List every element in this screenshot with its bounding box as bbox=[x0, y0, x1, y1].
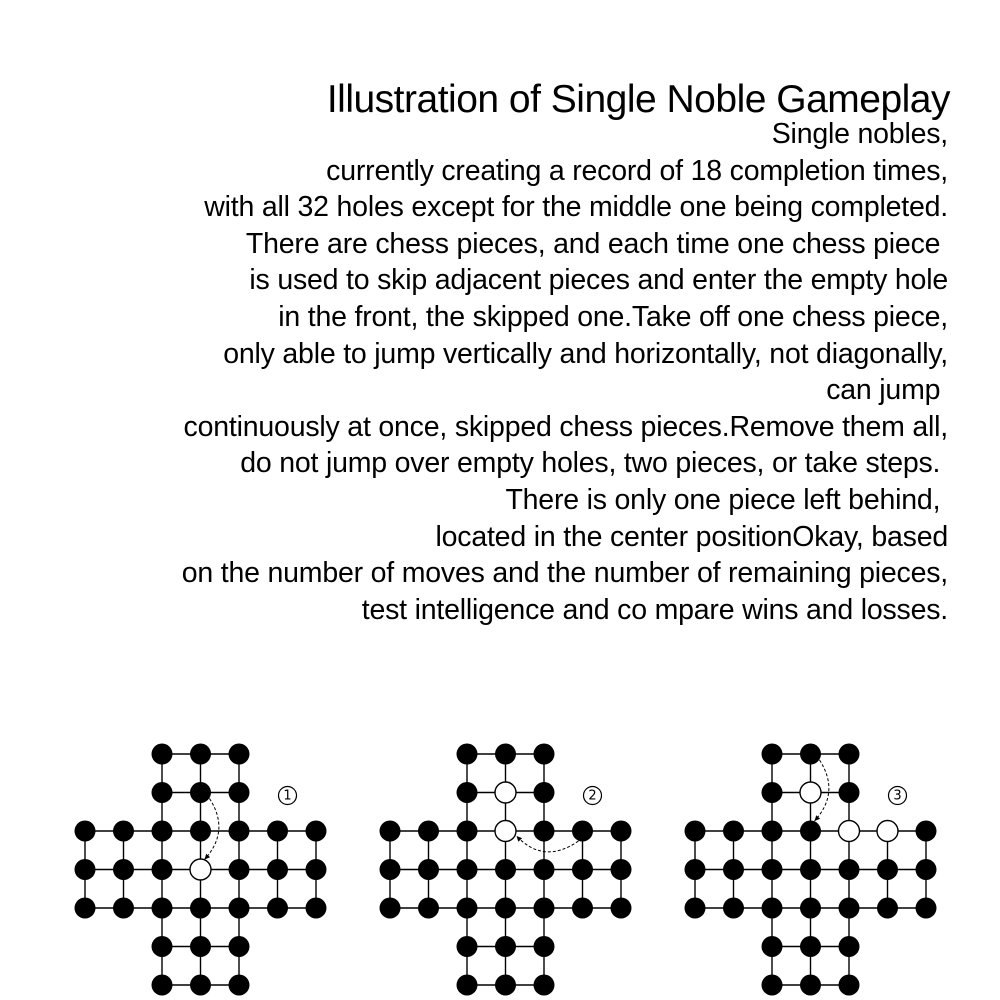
peg bbox=[611, 898, 632, 919]
peg bbox=[685, 821, 706, 842]
description-line: located in the center positionOkay, based bbox=[435, 520, 948, 553]
peg bbox=[916, 821, 937, 842]
peg bbox=[75, 898, 96, 919]
peg bbox=[495, 859, 516, 880]
peg bbox=[152, 975, 173, 996]
peg bbox=[839, 859, 860, 880]
peg bbox=[762, 975, 783, 996]
peg bbox=[267, 859, 288, 880]
peg bbox=[229, 821, 250, 842]
peg bbox=[534, 744, 555, 765]
page-title: Illustration of Single Noble Gameplay bbox=[326, 78, 950, 121]
peg bbox=[572, 898, 593, 919]
empty-hole bbox=[495, 782, 516, 803]
peg bbox=[534, 936, 555, 957]
peg bbox=[762, 744, 783, 765]
peg bbox=[229, 936, 250, 957]
peg bbox=[306, 821, 327, 842]
peg bbox=[723, 859, 744, 880]
peg bbox=[229, 744, 250, 765]
peg bbox=[418, 898, 439, 919]
peg bbox=[229, 782, 250, 803]
peg bbox=[152, 782, 173, 803]
description-line: There are chess pieces, and each time one chess piece bbox=[245, 227, 948, 260]
step-number: 3 bbox=[893, 788, 902, 804]
peg bbox=[190, 744, 211, 765]
peg bbox=[457, 936, 478, 957]
peg bbox=[685, 898, 706, 919]
peg bbox=[762, 821, 783, 842]
description-line: can jump bbox=[826, 374, 948, 407]
arrow-head-icon bbox=[205, 854, 211, 860]
peg bbox=[457, 821, 478, 842]
peg bbox=[152, 898, 173, 919]
peg bbox=[306, 898, 327, 919]
description-line: is used to skip adjacent pieces and enter the empty hole bbox=[249, 264, 948, 297]
peg bbox=[418, 821, 439, 842]
peg bbox=[495, 975, 516, 996]
empty-hole bbox=[877, 821, 898, 842]
peg bbox=[152, 821, 173, 842]
peg bbox=[762, 859, 783, 880]
peg bbox=[762, 782, 783, 803]
peg bbox=[457, 898, 478, 919]
peg bbox=[152, 744, 173, 765]
peg bbox=[877, 898, 898, 919]
description-line: do not jump over empty holes, two pieces, or take steps. bbox=[240, 447, 948, 480]
description-line: There is only one piece left behind, bbox=[505, 483, 948, 516]
peg bbox=[723, 821, 744, 842]
empty-hole bbox=[190, 859, 211, 880]
peg bbox=[800, 975, 821, 996]
peg bbox=[534, 821, 555, 842]
peg bbox=[839, 744, 860, 765]
peg bbox=[839, 898, 860, 919]
peg bbox=[839, 936, 860, 957]
description-line: only able to jump vertically and horizontally, not diagonally, bbox=[223, 337, 948, 370]
peg bbox=[380, 821, 401, 842]
peg bbox=[113, 821, 134, 842]
peg bbox=[534, 975, 555, 996]
peg bbox=[611, 821, 632, 842]
peg bbox=[75, 821, 96, 842]
description-line: Single nobles, bbox=[771, 118, 948, 150]
peg bbox=[229, 859, 250, 880]
peg bbox=[495, 936, 516, 957]
peg bbox=[685, 859, 706, 880]
description-line: with all 32 holes except for the middle one being completed. bbox=[204, 191, 948, 224]
peg bbox=[800, 898, 821, 919]
peg bbox=[877, 859, 898, 880]
peg bbox=[534, 898, 555, 919]
description-line: in the front, the skipped one.Take off one chess piece, bbox=[278, 300, 948, 333]
step-number: 1 bbox=[283, 788, 292, 804]
peg bbox=[611, 859, 632, 880]
peg bbox=[113, 898, 134, 919]
empty-hole bbox=[495, 821, 516, 842]
peg bbox=[839, 975, 860, 996]
peg bbox=[306, 859, 327, 880]
peg bbox=[839, 782, 860, 803]
peg bbox=[190, 782, 211, 803]
peg bbox=[916, 898, 937, 919]
peg bbox=[457, 782, 478, 803]
arrow-head-icon bbox=[815, 815, 821, 821]
peg bbox=[190, 821, 211, 842]
peg bbox=[229, 975, 250, 996]
peg bbox=[457, 975, 478, 996]
peg bbox=[152, 859, 173, 880]
peg bbox=[572, 859, 593, 880]
description-line: test intelligence and co mpare wins and losses. bbox=[361, 593, 948, 626]
peg bbox=[762, 898, 783, 919]
peg bbox=[534, 782, 555, 803]
peg bbox=[190, 975, 211, 996]
peg bbox=[380, 898, 401, 919]
peg bbox=[800, 859, 821, 880]
peg bbox=[572, 821, 593, 842]
peg bbox=[457, 859, 478, 880]
peg bbox=[534, 859, 555, 880]
peg bbox=[800, 936, 821, 957]
board-3 bbox=[685, 740, 945, 1000]
peg bbox=[113, 859, 134, 880]
description-text bbox=[182, 116, 948, 628]
peg bbox=[762, 936, 783, 957]
peg bbox=[152, 936, 173, 957]
empty-hole bbox=[839, 821, 860, 842]
peg bbox=[229, 898, 250, 919]
board-2 bbox=[380, 740, 640, 1000]
peg bbox=[380, 859, 401, 880]
peg bbox=[190, 936, 211, 957]
peg bbox=[495, 898, 516, 919]
description-line: on the number of moves and the number of remaining pieces, bbox=[181, 557, 948, 590]
empty-hole bbox=[800, 782, 821, 803]
board-1 bbox=[75, 740, 335, 1000]
peg bbox=[418, 859, 439, 880]
peg bbox=[457, 744, 478, 765]
description-line: continuously at once, skipped chess pieces.Remove them all, bbox=[183, 410, 948, 443]
peg bbox=[800, 821, 821, 842]
peg bbox=[75, 859, 96, 880]
peg bbox=[190, 898, 211, 919]
peg bbox=[495, 744, 516, 765]
peg bbox=[267, 821, 288, 842]
description-line: currently creating a record of 18 completion times, bbox=[326, 154, 948, 187]
peg bbox=[916, 859, 937, 880]
peg bbox=[800, 744, 821, 765]
step-number: 2 bbox=[588, 788, 597, 804]
peg bbox=[267, 898, 288, 919]
peg bbox=[723, 898, 744, 919]
